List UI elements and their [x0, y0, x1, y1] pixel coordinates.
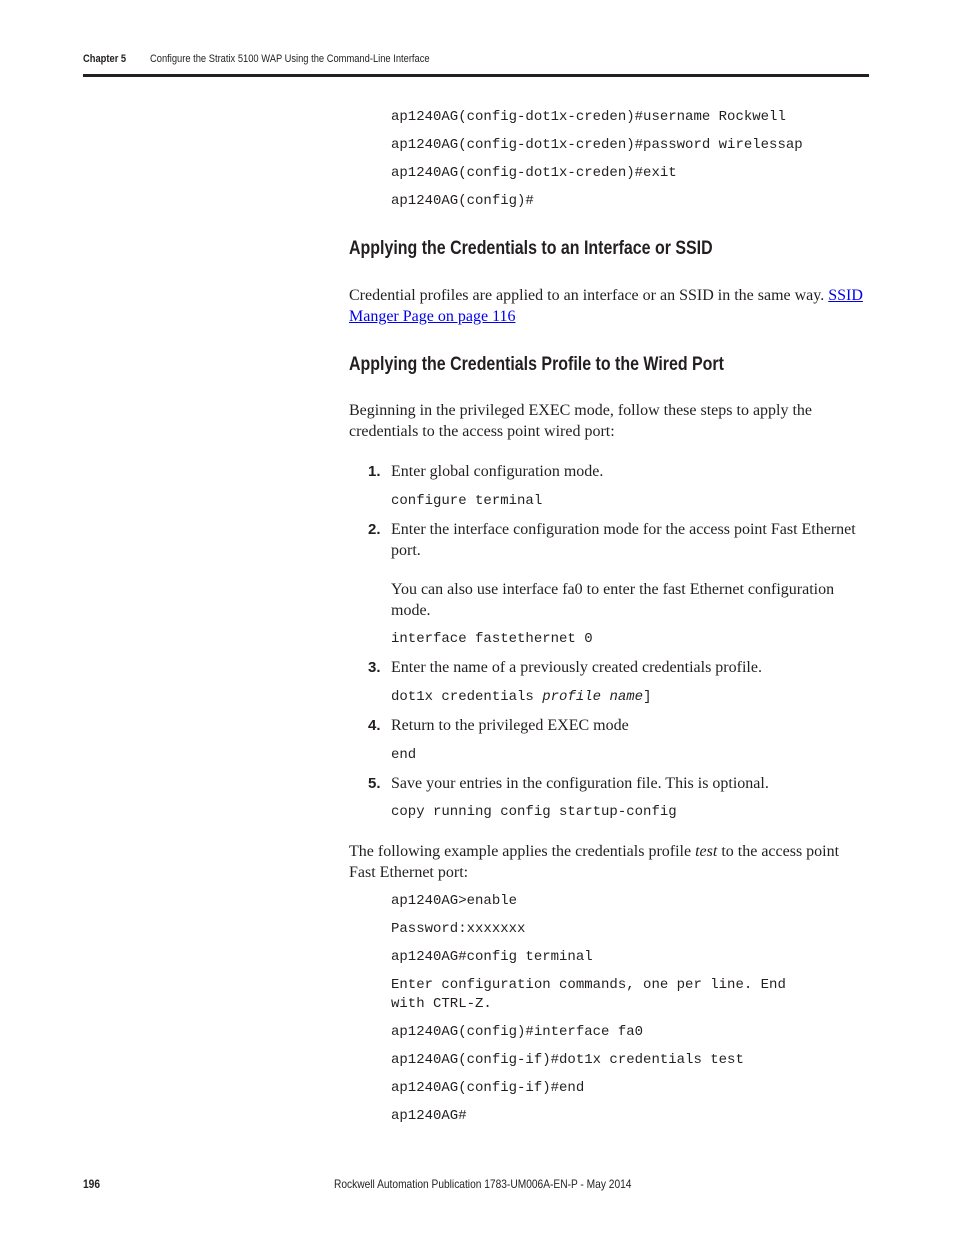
step-number: 4. [368, 717, 381, 734]
example-paragraph [349, 842, 869, 883]
code-line: ap1240AG(config-dot1x-creden)#password wirelessap [391, 137, 803, 153]
section1-paragraph [349, 286, 869, 327]
step-4-code: end [391, 747, 417, 763]
section-heading-credentials-interface: Applying the Credentials to an Interface or SSID [349, 238, 713, 259]
example-text-pre: The following example applies the credentials profile [349, 843, 696, 860]
step-number: 3. [368, 659, 381, 676]
link-text-line1: SSID [828, 287, 863, 304]
link-text-line2: Manger Page on page 116 [349, 307, 516, 325]
step-5-code: copy running config startup-config [391, 804, 677, 820]
code-line: ap1240AG(config)# [391, 193, 534, 209]
chapter-title: Configure the Stratix 5100 WAP Using the Command-Line Interface [150, 53, 430, 65]
example-code-line: with CTRL-Z. [391, 996, 492, 1012]
code-line: ap1240AG(config-dot1x-creden)#exit [391, 165, 677, 181]
code-line: ap1240AG(config-dot1x-creden)#username Rockwell [391, 109, 786, 125]
example-code-line: Password:xxxxxxx [391, 921, 526, 937]
step-1-code: configure terminal [391, 493, 543, 509]
example-code-line: ap1240AG>enable [391, 893, 518, 909]
header-rule [83, 74, 869, 77]
step-text: Enter the interface configuration mode for the access point Fast Ethernet port. [391, 521, 856, 559]
example-profile-name: test [695, 843, 718, 860]
step-text: Save your entries in the configuration file. This is optional. [391, 775, 769, 792]
section2-intro: Beginning in the privileged EXEC mode, follow these steps to apply the credentials to the access point wired port: [349, 402, 813, 440]
example-code-line: ap1240AG(config-if)#dot1x credentials test [391, 1052, 744, 1068]
example-text-post: to the access point Fast Ethernet port: [349, 843, 840, 881]
page-header [83, 53, 869, 75]
example-code-line: ap1240AG#config terminal [391, 949, 593, 965]
example-code-line: ap1240AG(config-if)#end [391, 1080, 585, 1096]
step-3-code [391, 688, 651, 707]
step-2-note: You can also use interface fa0 to enter the fast Ethernet configuration mode. [391, 581, 835, 619]
chapter-label: Chapter 5 [83, 53, 127, 65]
step-text: Enter the name of a previously created credentials profile. [391, 659, 762, 676]
code-placeholder: profile name [542, 689, 644, 705]
page-number: 196 [83, 1177, 101, 1191]
step-number: 1. [368, 463, 381, 480]
example-code-line: ap1240AG# [391, 1108, 467, 1124]
section-heading-wired-port: Applying the Credentials Profile to the Wired Port [349, 354, 724, 375]
step-2-code: interface fastethernet 0 [391, 631, 593, 647]
step-number: 5. [368, 775, 381, 792]
step-number: 2. [368, 521, 381, 538]
section1-text: Credential profiles are applied to an interface or an SSID in the same way. [349, 287, 829, 304]
step-text: Enter global configuration mode. [391, 463, 604, 480]
code-prefix: dot1x credentials [391, 689, 543, 705]
publication-info: Rockwell Automation Publication 1783-UM006A-EN-P - May 2014 [334, 1177, 632, 1191]
example-code-line: Enter configuration commands, one per line. End [391, 977, 786, 993]
step-text: Return to the privileged EXEC mode [391, 717, 629, 734]
example-code-line: ap1240AG(config)#interface fa0 [391, 1024, 644, 1040]
code-suffix: ] [643, 689, 652, 705]
